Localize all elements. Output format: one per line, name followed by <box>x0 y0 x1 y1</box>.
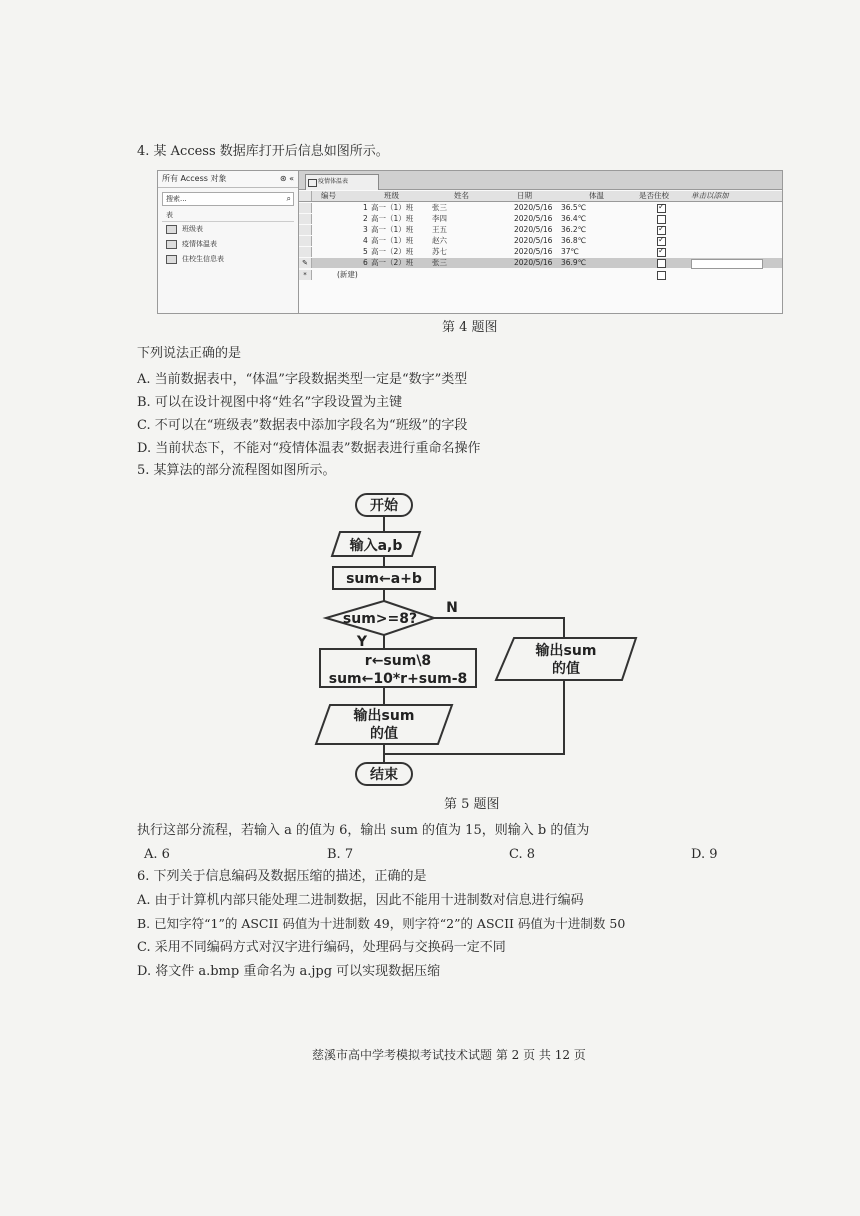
question-5-stem: 执行这部分流程，若输入 a 的值为 6，输出 sum 的值为 15，则输入 b 的值为 <box>137 823 590 838</box>
cell-boarding[interactable] <box>657 247 666 257</box>
flowchart-input-label: 输入a,b <box>349 538 403 554</box>
question-6-option-c: C. 采用不同编码方式对汉字进行编码，处理码与交换码一定不同 <box>137 940 506 955</box>
question-6-stem: 6. 下列关于信息编码及数据压缩的描述，正确的是 <box>137 869 427 884</box>
cell-name[interactable]: 王五 <box>432 225 447 234</box>
cell-boarding[interactable] <box>657 225 666 235</box>
column-header-row <box>299 191 782 202</box>
table-icon <box>308 179 317 187</box>
cell-name[interactable]: 张三 <box>432 258 447 267</box>
checkbox-unchecked[interactable] <box>657 215 666 224</box>
row-selector[interactable] <box>299 225 312 235</box>
datasheet <box>299 171 782 313</box>
table-row[interactable] <box>299 247 782 257</box>
cell-temperature[interactable]: 37℃ <box>561 247 579 256</box>
table-row-new[interactable] <box>299 270 782 280</box>
nav-item-label: 班级表 <box>182 225 203 233</box>
table-icon <box>166 225 177 234</box>
cell-id[interactable]: 3 <box>363 225 368 234</box>
table-row[interactable] <box>299 214 782 224</box>
nav-pane-controls[interactable]: ⊛ « <box>279 174 294 183</box>
flowchart-end-label: 结束 <box>370 767 398 783</box>
question-4-option-b: B. 可以在设计视图中将“姓名”字段设置为主键 <box>137 395 403 410</box>
question-4-option-c: C. 不可以在“班级表”数据表中添加字段名为“班级”的字段 <box>137 418 468 433</box>
cell-new-record[interactable]: (新建) <box>337 270 358 279</box>
column-header-id[interactable]: 编号 <box>321 191 336 200</box>
column-header-temperature[interactable]: 体温 <box>589 191 604 200</box>
flowchart-process-line-2: sum←10*r+sum-8 <box>328 671 468 687</box>
navigation-pane <box>158 171 299 313</box>
nav-search-placeholder: 搜索... <box>166 195 187 203</box>
cell-temperature[interactable]: 36.8℃ <box>561 236 587 245</box>
checkbox-unchecked[interactable] <box>657 259 666 268</box>
cell-class[interactable]: 高一（2）班 <box>371 258 414 267</box>
algorithm-flowchart <box>300 488 640 788</box>
cell-temperature[interactable]: 36.2℃ <box>561 225 587 234</box>
nav-search-box[interactable] <box>162 192 294 206</box>
row-selector[interactable] <box>299 214 312 224</box>
table-icon <box>166 240 177 249</box>
table-row[interactable] <box>299 225 782 235</box>
question-5-option-c: C. 8 <box>509 847 536 862</box>
question-6-option-a: A. 由于计算机内部只能处理二进制数据，因此不能用十进制数对信息进行编码 <box>137 893 584 908</box>
table-icon <box>166 255 177 264</box>
cell-id[interactable]: 1 <box>363 203 368 212</box>
row-selector[interactable] <box>299 236 312 246</box>
cell-name[interactable]: 赵六 <box>432 236 447 245</box>
column-header-class[interactable]: 班级 <box>384 191 399 200</box>
question-5-option-a: A. 6 <box>144 847 170 862</box>
question-4-stem: 下列说法正确的是 <box>137 346 242 361</box>
checkbox-checked[interactable] <box>657 204 666 213</box>
cell-date[interactable]: 2020/5/16 <box>514 247 553 256</box>
column-header-date[interactable]: 日期 <box>517 191 532 200</box>
cell-id[interactable]: 5 <box>363 247 368 256</box>
question-4-intro: 4. 某 Access 数据库打开后信息如图所示。 <box>137 144 389 159</box>
flowchart-no-label: N <box>446 600 458 616</box>
nav-pane-title: 所有 Access 对象 <box>162 174 227 183</box>
column-header-name[interactable]: 姓名 <box>454 191 469 200</box>
question-6-option-d: D. 将文件 a.bmp 重命名为 a.jpg 可以实现数据压缩 <box>137 964 441 979</box>
figure-4-caption: 第 4 题图 <box>442 320 498 335</box>
flowchart-output-no-line-2: 的值 <box>552 661 580 677</box>
question-5-intro: 5. 某算法的部分流程图如图所示。 <box>137 463 336 478</box>
cell-boarding[interactable] <box>657 270 666 280</box>
question-6-option-b: B. 已知字符“1”的 ASCII 码值为十进制数 49，则字符“2”的 ASCII 码值为十进制数 50 <box>137 916 626 931</box>
cell-boarding[interactable] <box>657 203 666 213</box>
checkbox-unchecked[interactable] <box>657 271 666 280</box>
nav-pane-header <box>158 171 298 188</box>
flowchart-output-yes-line-1: 输出sum <box>353 708 415 724</box>
tab-epidemic-temperature[interactable] <box>305 174 379 190</box>
cell-id[interactable]: 4 <box>363 236 368 245</box>
nav-item-label: 住校生信息表 <box>182 255 224 263</box>
figure-5-caption: 第 5 题图 <box>444 797 500 812</box>
column-header-click-to-add[interactable]: 单击以添加 <box>691 191 729 200</box>
flowchart-start-label: 开始 <box>370 498 398 514</box>
tab-label: 疫情体温表 <box>318 178 349 185</box>
flowchart-output-yes-line-2: 的值 <box>370 726 398 742</box>
cell-new-field[interactable] <box>691 259 763 269</box>
checkbox-checked[interactable] <box>657 237 666 246</box>
cell-boarding[interactable] <box>657 258 666 268</box>
page-footer: 慈溪市高中学考模拟考试技术试题 第 2 页 共 12 页 <box>312 1048 586 1062</box>
flowchart-process-line-1: r←sum\8 <box>364 653 432 669</box>
cell-name[interactable]: 苏七 <box>432 247 447 256</box>
cell-date[interactable]: 2020/5/16 <box>514 225 553 234</box>
access-screenshot <box>157 170 783 314</box>
table-row[interactable] <box>299 203 782 213</box>
checkbox-checked[interactable] <box>657 226 666 235</box>
document-tab-bar <box>299 171 782 190</box>
nav-item-table[interactable] <box>158 237 298 252</box>
cell-temperature[interactable]: 36.9℃ <box>561 258 587 267</box>
question-5-option-b: B. 7 <box>327 847 354 862</box>
checkbox-checked[interactable] <box>657 248 666 257</box>
cell-class[interactable]: 高一（1）班 <box>371 225 414 234</box>
cell-class[interactable]: 高一（2）班 <box>371 247 414 256</box>
cell-date[interactable]: 2020/5/16 <box>514 258 553 267</box>
flowchart-output-no-line-1: 输出sum <box>535 643 597 659</box>
new-record-marker[interactable]: * <box>299 270 312 280</box>
cell-name[interactable]: 张三 <box>432 203 447 212</box>
cell-temperature[interactable]: 36.5℃ <box>561 203 587 212</box>
nav-item-label: 疫情体温表 <box>182 240 217 248</box>
search-icon[interactable]: ⌕ <box>286 194 291 203</box>
cell-id[interactable]: 2 <box>363 214 368 223</box>
cell-class[interactable]: 高一（1）班 <box>371 236 414 245</box>
question-4-option-d: D. 当前状态下，不能对“疫情体温表”数据表进行重命名操作 <box>137 441 481 456</box>
select-all[interactable] <box>299 191 312 201</box>
cell-boarding[interactable] <box>657 236 666 246</box>
cell-boarding[interactable] <box>657 214 666 224</box>
cell-name[interactable]: 李四 <box>432 214 447 223</box>
cell-date[interactable]: 2020/5/16 <box>514 203 553 212</box>
flowchart-yes-label: Y <box>356 634 368 650</box>
table-row-current[interactable] <box>299 258 782 268</box>
flowchart-connector-no <box>434 618 564 638</box>
flowchart-condition-label: sum>=8? <box>342 611 418 627</box>
flowchart-assign-label: sum←a+b <box>346 571 422 587</box>
cell-date[interactable]: 2020/5/16 <box>514 214 553 223</box>
table-row[interactable] <box>299 236 782 246</box>
row-selector-editing[interactable]: ✎ <box>299 258 312 268</box>
cell-class[interactable]: 高一（1）班 <box>371 214 414 223</box>
row-selector[interactable] <box>299 247 312 257</box>
nav-item-table[interactable] <box>158 252 298 267</box>
row-selector[interactable] <box>299 203 312 213</box>
cell-date[interactable]: 2020/5/16 <box>514 236 553 245</box>
cell-class[interactable]: 高一（1）班 <box>371 203 414 212</box>
nav-item-table[interactable] <box>158 222 298 237</box>
question-5-option-d: D. 9 <box>691 847 718 862</box>
nav-group-tables[interactable]: 表 <box>162 210 294 222</box>
cell-temperature[interactable]: 36.4℃ <box>561 214 587 223</box>
column-header-boarding[interactable]: 是否住校 <box>639 191 669 200</box>
question-4-option-a: A. 当前数据表中，“体温”字段数据类型一定是“数字”类型 <box>137 372 468 387</box>
cell-id[interactable]: 6 <box>363 258 368 267</box>
